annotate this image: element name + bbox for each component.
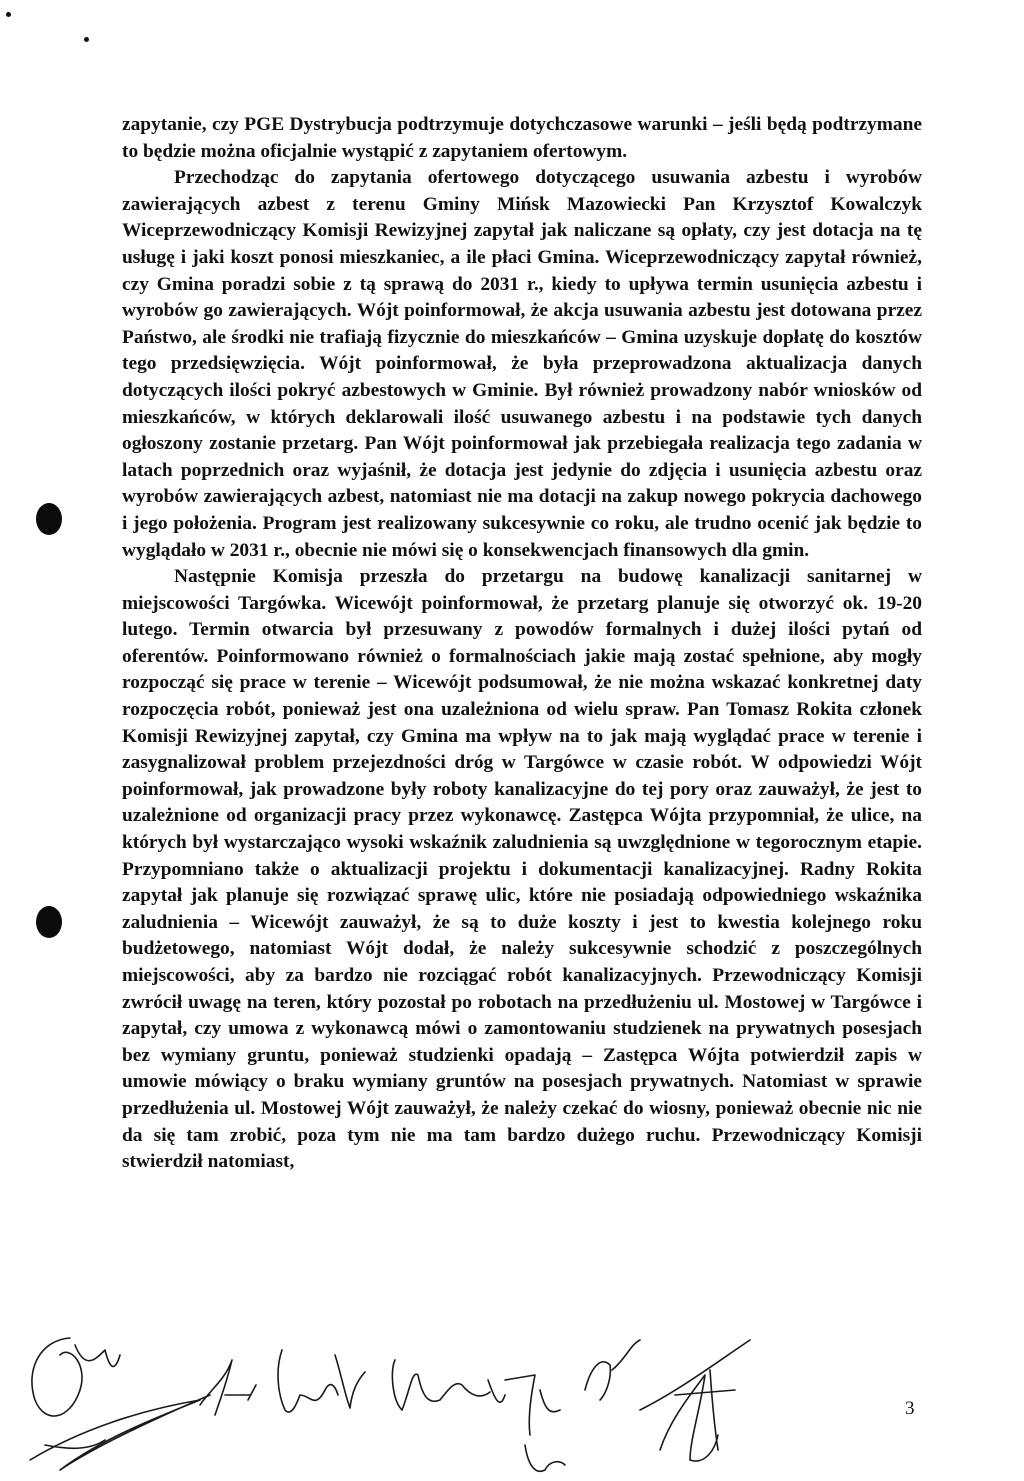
signature-1	[30, 1338, 210, 1470]
paragraph-asbestos: Przechodząc do zapytania ofertowego dotyczącego usuwania azbestu i wyrobów zawierających azbest z terenu Gminy Mińsk Mazowiecki Pan Krzysztof Kowalczyk Wiceprzewodniczący Komisji Rewizyjnej zapytał jak naliczane są opłaty, czy jest dotacja na tę usługę i jaki koszt ponosi mieszkaniec, a ile płaci Gmina. Wiceprzewodniczący zapytał również, czy Gmina poradzi sobie z tą sprawą do 2031 r., kiedy to upływa termin usunięcia azbestu i wyrobów go zawierających. Wójt poinformował, że akcja usuwania azbestu jest dotowana przez Państwo, ale środki nie trafiają fizycznie do mieszkańców – Gmina uzyskuje dopłatę do kosztów tego przedsięwzięcia. Wójt poinformował, że była przeprowadzona aktualizacja danych dotyczących ilości pokryć azbestowych w Gminie. Był również prowadzony nabór wniosków od mieszkańców, w których deklarowali ilość usuwanego azbestu i na podstawie tych danych ogłoszony zostanie przetarg. Pan Wójt poinformował jak przebiegała realizacja tego zadania w latach poprzednich oraz wyjaśnił, że dotacja jest jedynie do zdjęcia i usunięcia azbestu oraz wyrobów zawierających azbest, natomiast nie ma dotacji na zakup nowego pokrycia dachowego i jego położenia. Program jest realizowany sukcesywnie co roku, ale trudno ocenić jak będzie to wyglądało w 2031 r., obecnie nie mówi się o konsekwencjach finansowych dla gmin.	[122, 167, 922, 561]
paragraph-sewerage: Następnie Komisja przeszła do przetargu na budowę kanalizacji sanitarnej w miejscowości Targówka. Wicewójt poinformował, że przetarg planuje się otworzyć ok. 19-20 lutego. Termin otwarcia był przesuwany z powodów formalnych i dużej ilości pytań od oferentów. Poinformowano również o formalnościach jakie mają zostać spełnione, aby mogły rozpocząć się prace w terenie – Wicewójt podsumował, że nie można wskazać konkretnej daty rozpoczęcia robót, ponieważ jest ona uzależniona od wielu spraw. Pan Tomasz Rokita członek Komisji Rewizyjnej zapytał, czy Gmina ma wpływ na to jak mają wyglądać prace w terenie i zasygnalizował problem przejezdności dróg w Targówce w czasie robót. W odpowiedzi Wójt poinformował, jak prowadzone były roboty kanalizacyjne do tej pory oraz zauważył, że jest to uzależnione od organizacji pracy przez wykonawcę. Zastępca Wójta przypomniał, że ulice, na których był wystarczająco wysoki wskaźnik zaludnienia są uwzględnione w tegorocznym etapie. Przypomniano także o aktualizacji projektu i dokumentacji kanalizacyjnej. Radny Rokita zapytał jak planuje się rozwiązać sprawę ulic, które nie posiadają odpowiedniego wskaźnika zaludnienia – Wicewójt zauważył, że są to duże koszty i jest to kwestia kolejnego roku budżetowego, natomiast Wójt dodał, że należy sukcesywnie schodzić z poszczególnych miejscowości, aby za bardzo nie rozciągać robót kanalizacyjnych. Przewodniczący Komisji zwrócił uwagę na teren, który pozostał po robotach na przedłużeniu ul. Mostowej w Targówce i zapytał, czy umowa z wykonawcą mówi o zamontowaniu studzienek na prywatnych posesjach bez wymiany gruntu, ponieważ studzienki opadają – Zastępca Wójta potwierdził zapis w umowie mówiący o braku wymiany gruntów na posesjach prywatnych. Natomiast w sprawie przedłużenia ul. Mostowej Wójt zauważył, że należy czekać do wiosny, ponieważ obecnie nic nie da się tam zrobić, poza tym nie ma tam bardzo dużego ruchu. Przewodniczący Komisji stwierdził natomiast,	[122, 566, 922, 1173]
binder-hole	[36, 906, 62, 938]
signature-3	[278, 1350, 365, 1412]
signature-7	[640, 1340, 750, 1461]
scan-speck	[84, 37, 89, 42]
signature-4	[392, 1360, 505, 1410]
page-number: 3	[905, 1398, 915, 1419]
scan-speck	[6, 12, 11, 17]
binder-hole	[36, 503, 62, 535]
signature-5	[505, 1375, 565, 1471]
signature-6	[585, 1340, 640, 1400]
paragraph-continuation: zapytanie, czy PGE Dystrybucja podtrzymuje dotychczasowe warunki – jeśli będą podtrzymane to będzie można oficjalnie wystąpić z zapytaniem ofertowym.	[122, 114, 922, 162]
document-body	[122, 112, 922, 1176]
signatures	[0, 1300, 1024, 1481]
signature-2	[200, 1360, 256, 1415]
